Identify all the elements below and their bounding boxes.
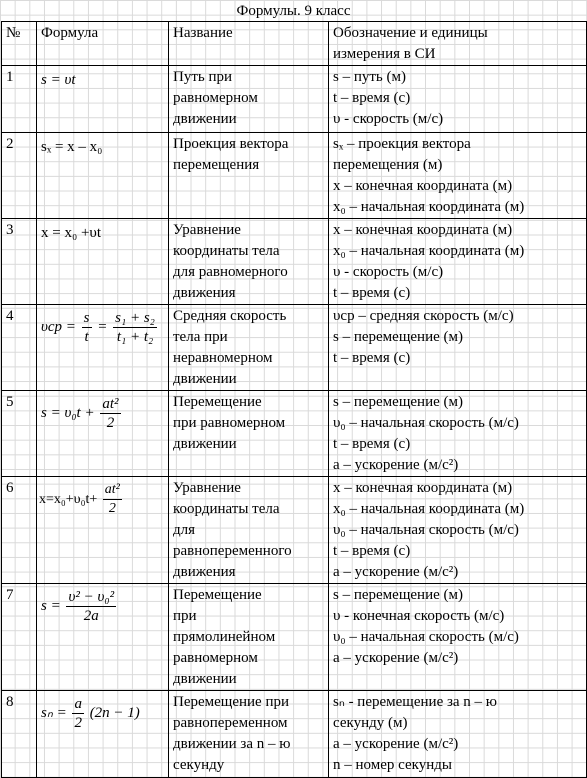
formula-cell — [37, 391, 169, 477]
table-row — [2, 691, 587, 778]
formula: s = $\frac{\text{υ² − υ₀²}}{2a}$ — [41, 589, 115, 624]
table-row — [2, 219, 587, 305]
units-cell: υср – средняя скорость (м/с) s – перемещение (м) t – время (с) — [329, 305, 587, 391]
row-num: 1 — [2, 66, 37, 133]
formula-cell — [37, 133, 169, 219]
formula: x=x₀+υ₀t+ $\frac{\text{at²}}{2}$ — [39, 482, 120, 516]
table-row — [2, 133, 587, 219]
formula: x = x₀ +υt — [41, 225, 101, 241]
row-num: 6 — [2, 477, 37, 584]
row-num: 3 — [2, 219, 37, 305]
units-cell: x – конечная координата (м) x₀ – начальная координата (м) υ - скорость (м/с) t – время (с) — [329, 219, 587, 305]
name-cell: Перемещение при равнопеременном движении за n – ю секунду — [169, 691, 329, 778]
fraction: $\frac{\text{at²}}{2}$ — [104, 482, 120, 516]
name-cell: Уравнение координаты тела для равномерного движения — [169, 219, 329, 305]
name-cell: Перемещение при прямолинейном равномерном движении — [169, 584, 329, 691]
formula: s = υt — [41, 72, 76, 88]
row-num: 5 — [2, 391, 37, 477]
formula: s = υ₀t + $\frac{\text{at²}}{2}$ — [41, 396, 119, 431]
fraction: $\frac{s}{t}$ — [83, 310, 90, 345]
formula-table — [1, 21, 587, 778]
units-cell: s – путь (м) t – время (с) υ - скорость (м/с) — [329, 66, 587, 133]
name-cell: Путь при равномерном движении — [169, 66, 329, 133]
fraction: $\frac{\text{υ² − υ₀²}}{2a}$ — [68, 589, 115, 624]
row-num: 4 — [2, 305, 37, 391]
formula-cell — [37, 584, 169, 691]
units-cell: sₓ – проекция вектора перемещения (м) x – конечная координата (м) x₀ – начальная координата (м) — [329, 133, 587, 219]
table-row — [2, 477, 587, 584]
row-num: 8 — [2, 691, 37, 778]
name-cell: Уравнение координаты тела для равнопеременного движения — [169, 477, 329, 584]
fraction: $\frac{\text{s₁ + s₂}}{\text{t₁ + t₂}}$ — [115, 310, 155, 345]
header-name: Название — [169, 22, 329, 66]
units-cell: sₙ - перемещение за n – ю секунду (м) a – ускорение (м/с²) n – номер секунды — [329, 691, 587, 778]
formula-cell — [37, 477, 169, 584]
row-num: 2 — [2, 133, 37, 219]
formula: sₙ = $\frac{a}{2}$ (2n − 1) — [41, 696, 140, 731]
name-cell: Средняя скорость тела при неравномерном движении — [169, 305, 329, 391]
table-row — [2, 584, 587, 691]
table-row — [2, 305, 587, 391]
formula-cell — [37, 691, 169, 778]
formula: υср = $\frac{s}{t}$ = $\frac{\text{s₁ + s₂}}{\text{t₁ + t₂}}$ — [41, 310, 155, 345]
formula: sₓ = x – x₀ — [41, 139, 103, 155]
fraction: $\frac{\text{at²}}{2}$ — [102, 396, 119, 431]
units-cell: s – перемещение (м) υ - конечная скорость (м/с) υ₀ – начальная скорость (м/с) a – ускорение (м/с²) — [329, 584, 587, 691]
formula-cell — [37, 219, 169, 305]
name-cell: Проекция вектора перемещения — [169, 133, 329, 219]
formula-cell — [37, 66, 169, 133]
units-cell: x – конечная координата (м) x₀ – начальная координата (м) υ₀ – начальная скорость (м/с) t – время (с) a – ускорение (м/с²) — [329, 477, 587, 584]
header-formula: Формула — [37, 22, 169, 66]
fraction: $\frac{a}{2}$ — [74, 696, 82, 731]
sheet-title: Формулы. 9 класс — [236, 3, 351, 19]
table-header-row — [2, 22, 587, 66]
units-cell: s – перемещение (м) υ₀ – начальная скорость (м/с) t – время (с) a – ускорение (м/с²) — [329, 391, 587, 477]
header-units: Обозначение и единицы измерения в СИ — [329, 22, 587, 66]
row-num: 7 — [2, 584, 37, 691]
header-num: № — [2, 22, 37, 66]
table-row — [2, 66, 587, 133]
name-cell: Перемещение при равномерном движении — [169, 391, 329, 477]
table-row — [2, 391, 587, 477]
formula-cell — [37, 305, 169, 391]
